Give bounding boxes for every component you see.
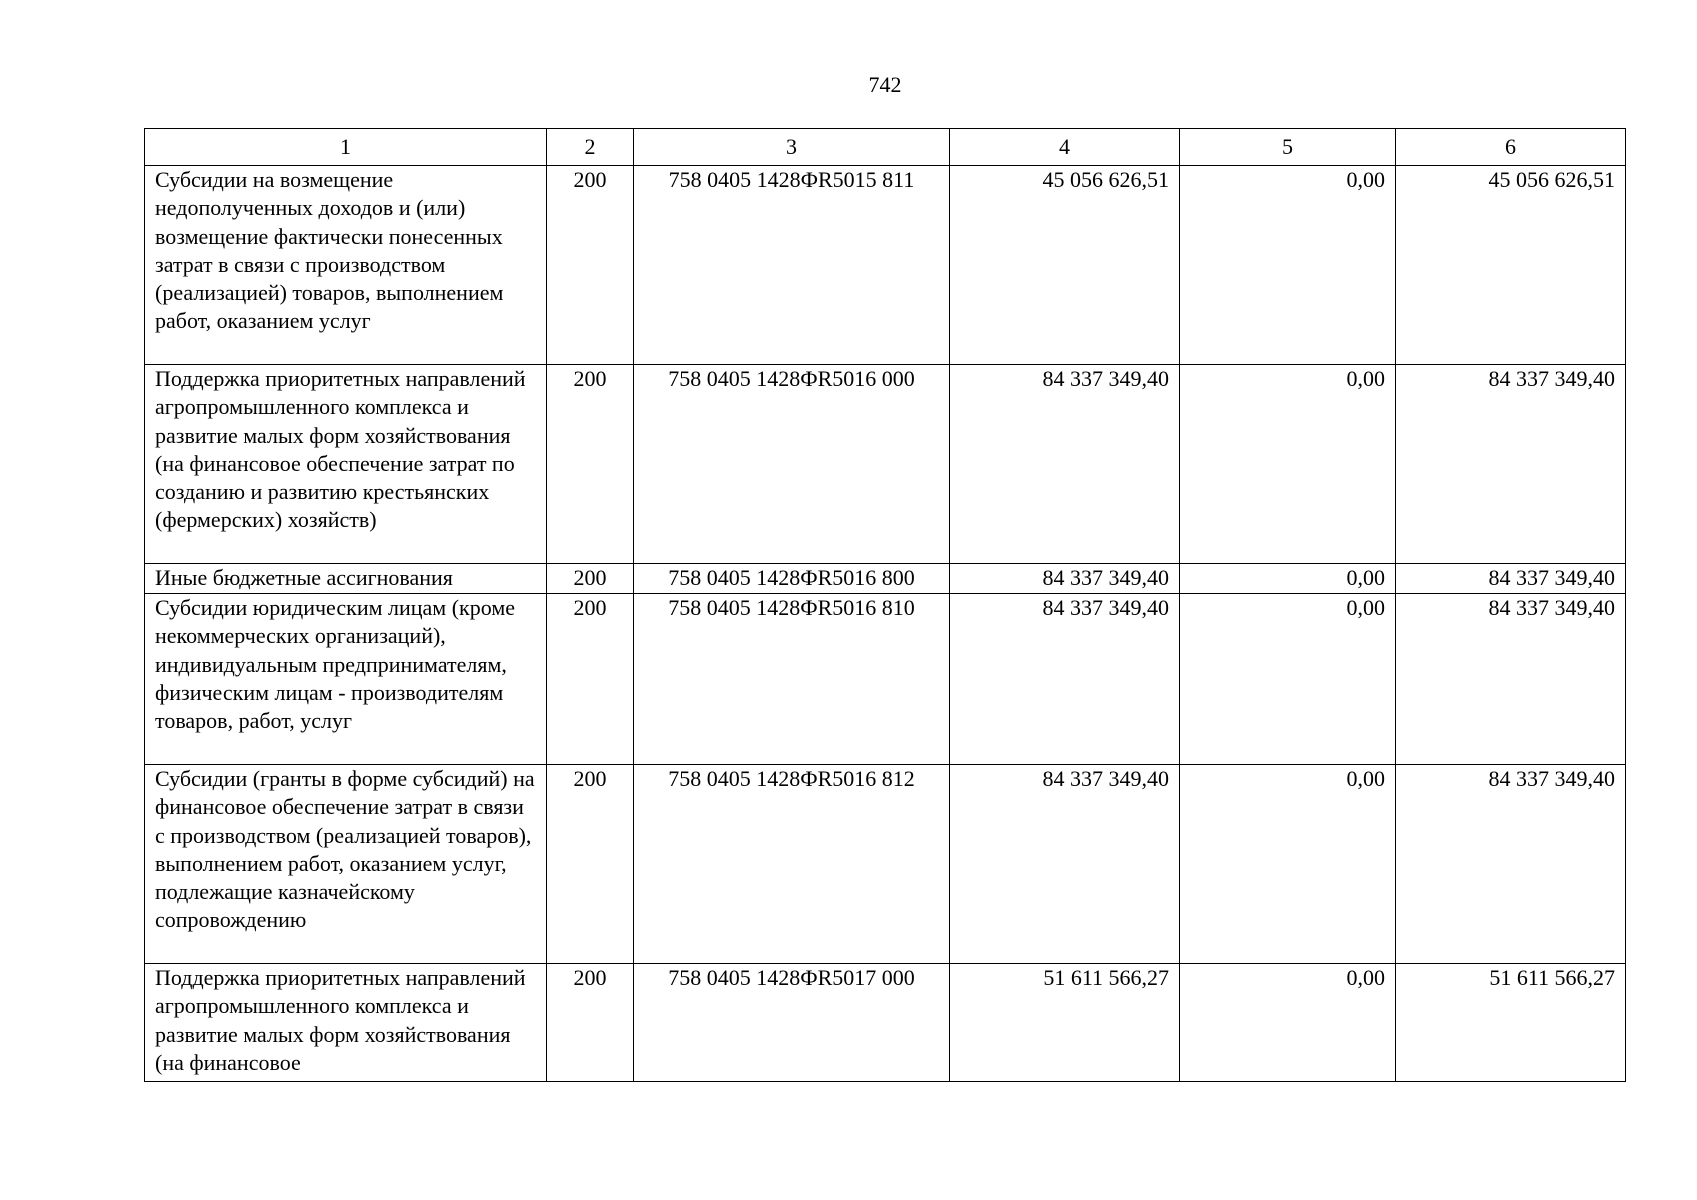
column-header-5: 5 [1180,129,1396,166]
budget-table [144,128,1626,1082]
row-code: 200 [547,166,634,365]
row-col6-amount: 84 337 349,40 [1396,564,1626,594]
row-col4-amount: 51 611 566,27 [950,964,1180,1082]
column-header-1: 1 [145,129,547,166]
header-row [145,129,1626,166]
row-classification: 758 0405 1428ФR5015 811 [634,166,950,365]
row-name: Субсидии юридическим лицам (кроме некоммерческих организаций), индивидуальным предпринимателям, физическим лицам - производителям товаров, работ, услуг [145,594,547,765]
column-header-4: 4 [950,129,1180,166]
row-name: Субсидии (гранты в форме субсидий) на финансовое обеспечение затрат в связи с производством (реализацией товаров), выполнением работ, оказанием услуг, подлежащие казначейскому сопровождению [145,765,547,964]
row-classification: 758 0405 1428ФR5016 800 [634,564,950,594]
row-classification: 758 0405 1428ФR5016 810 [634,594,950,765]
row-name: Иные бюджетные ассигнования [145,564,547,594]
row-name: Поддержка приоритетных направлений агропромышленного комплекса и развитие малых форм хозяйствования (на финансовое [145,964,547,1082]
row-code: 200 [547,594,634,765]
row-name: Субсидии на возмещение недополученных доходов и (или) возмещение фактически понесенных затрат в связи с производством (реализацией) товаров, выполнением работ, оказанием услуг [145,166,547,365]
page-number: 742 [868,72,902,97]
row-col6-amount: 45 056 626,51 [1396,166,1626,365]
row-code: 200 [547,964,634,1082]
row-col4-amount: 84 337 349,40 [950,564,1180,594]
table-row [145,564,1626,594]
row-code: 200 [547,765,634,964]
table-row [145,594,1626,765]
row-classification: 758 0405 1428ФR5017 000 [634,964,950,1082]
row-classification: 758 0405 1428ФR5016 812 [634,765,950,964]
row-col5-amount: 0,00 [1180,564,1396,594]
row-col5-amount: 0,00 [1180,594,1396,765]
row-name: Поддержка приоритетных направлений агропромышленного комплекса и развитие малых форм хозяйствования (на финансовое обеспечение затрат по созданию и развитию крестьянских (фермерских) хозяйств) [145,365,547,564]
table-row [145,365,1626,564]
row-col6-amount: 84 337 349,40 [1396,365,1626,564]
row-col4-amount: 45 056 626,51 [950,166,1180,365]
row-col5-amount: 0,00 [1180,765,1396,964]
row-col6-amount: 84 337 349,40 [1396,765,1626,964]
table-row [145,166,1626,365]
row-col4-amount: 84 337 349,40 [950,594,1180,765]
column-header-3: 3 [634,129,950,166]
row-col5-amount: 0,00 [1180,166,1396,365]
row-col4-amount: 84 337 349,40 [950,765,1180,964]
column-header-2: 2 [547,129,634,166]
row-col4-amount: 84 337 349,40 [950,365,1180,564]
row-classification: 758 0405 1428ФR5016 000 [634,365,950,564]
row-code: 200 [547,365,634,564]
table-row [145,964,1626,1082]
row-col5-amount: 0,00 [1180,964,1396,1082]
row-col6-amount: 51 611 566,27 [1396,964,1626,1082]
column-header-6: 6 [1396,129,1626,166]
table-row [145,765,1626,964]
row-col6-amount: 84 337 349,40 [1396,594,1626,765]
row-col5-amount: 0,00 [1180,365,1396,564]
row-code: 200 [547,564,634,594]
